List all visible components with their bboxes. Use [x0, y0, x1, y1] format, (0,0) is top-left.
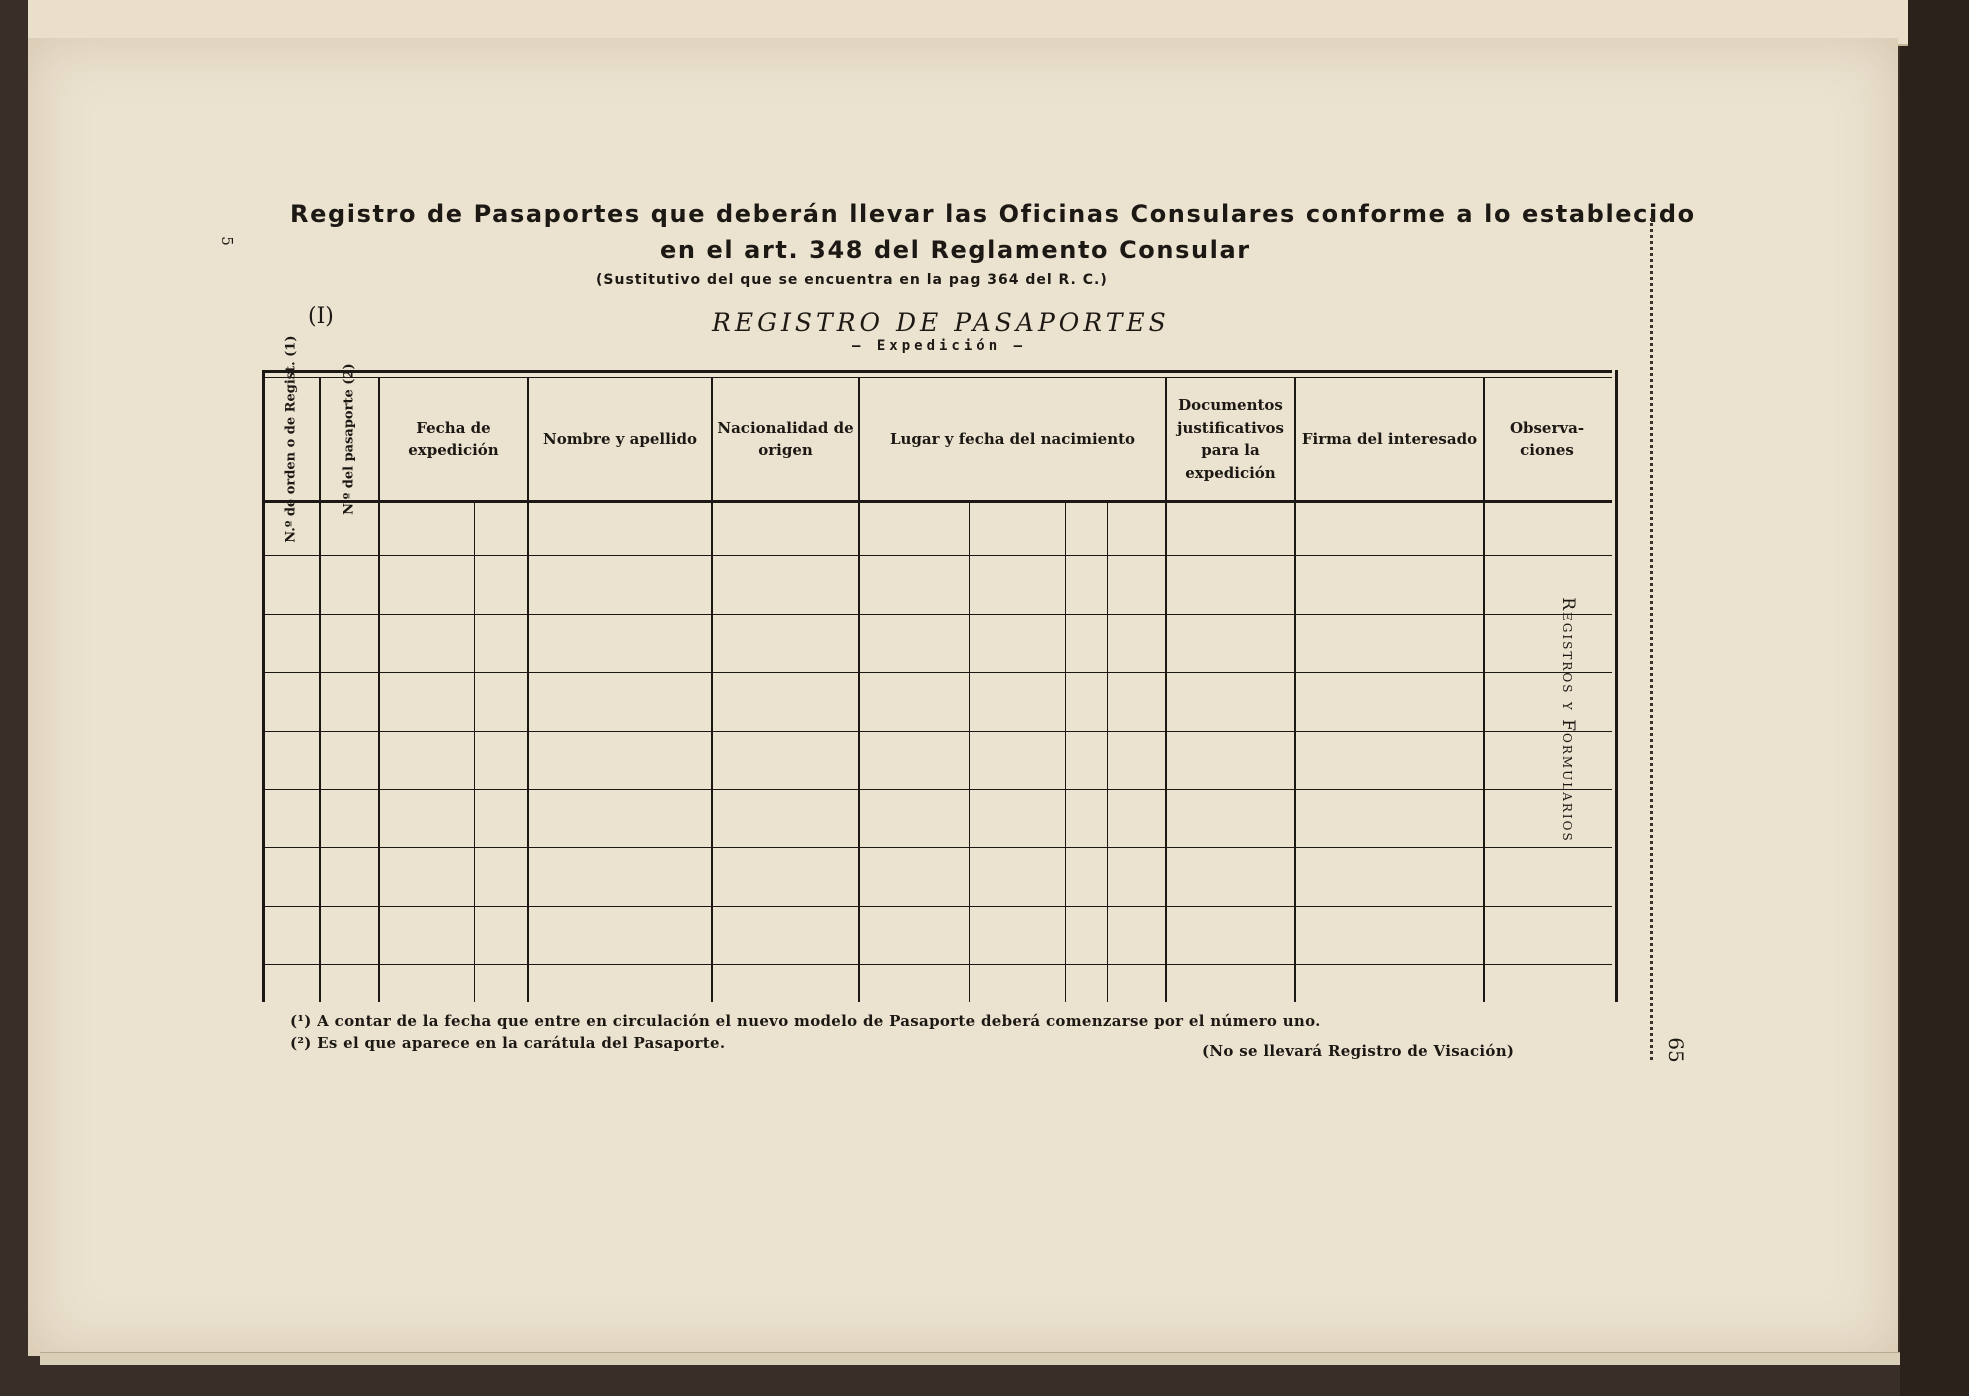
row-rule	[262, 964, 1612, 965]
book-spine	[1900, 0, 1969, 1396]
column-header-orden: N.º de orden o de Regist. (1)	[283, 335, 299, 543]
page-subtitle: (Sustitutivo del que se encuentra en la pag 364 del R. C.)	[596, 272, 1108, 288]
subcolumn-divider	[969, 503, 970, 1002]
row-rule	[262, 789, 1612, 790]
column-header-nombre: Nombre y apellido	[542, 429, 698, 448]
table-top-rule	[262, 370, 1612, 373]
column-header-observaciones: Observa- ciones	[1509, 418, 1585, 459]
column-header-lugar: Lugar y fecha del nacimiento	[889, 429, 1136, 448]
page-title-line2: en el art. 348 del Reglamento Consular	[660, 236, 1251, 264]
row-rule	[262, 555, 1612, 556]
row-rule	[262, 672, 1612, 673]
passport-register-table	[262, 335, 1612, 1002]
row-rule	[262, 731, 1612, 732]
form-subtitle: — Expedición —	[852, 338, 1027, 354]
form-marker: (I)	[308, 304, 334, 329]
column-header-firma: Firma del interesado	[1301, 429, 1478, 448]
subcolumn-divider	[1065, 503, 1066, 1002]
row-rule	[262, 847, 1612, 848]
column-header-documentos: Documentos justificativos para la expedición	[1177, 396, 1284, 482]
column-header-pasaporte: N.º del pasaporte (2)	[341, 363, 357, 515]
left-margin-number: 5	[217, 236, 236, 246]
column-header-nacionalidad: Nacionalidad de origen	[717, 418, 854, 459]
page-bottom-edge	[40, 1352, 1900, 1365]
row-rule	[262, 614, 1612, 615]
column-header-fecha: Fecha de expedición	[408, 418, 499, 459]
header-bottom-rule	[262, 500, 1612, 503]
margin-dotted-rule	[1650, 218, 1653, 1060]
form-title: REGISTRO DE PASAPORTES	[712, 308, 1170, 337]
running-header: Registros y Formularios	[1558, 597, 1578, 843]
page-title-line1: Registro de Pasaportes que deberán llevar las Oficinas Consulares conforme a lo establecido	[290, 200, 1696, 228]
subcolumn-divider	[474, 503, 475, 1002]
subcolumn-divider	[1107, 503, 1108, 1002]
row-rule	[262, 906, 1612, 907]
page-number: 65	[1664, 1037, 1688, 1063]
footnote-2: (²) Es el que aparece en la carátula del Pasaporte.	[290, 1034, 726, 1052]
footnote-no-visa-register: (No se llevará Registro de Visación)	[1202, 1042, 1515, 1060]
footnote-1: (¹) A contar de la fecha que entre en circulación el nuevo modelo de Pasaporte deberá comenzarse por el número uno.	[290, 1012, 1321, 1030]
